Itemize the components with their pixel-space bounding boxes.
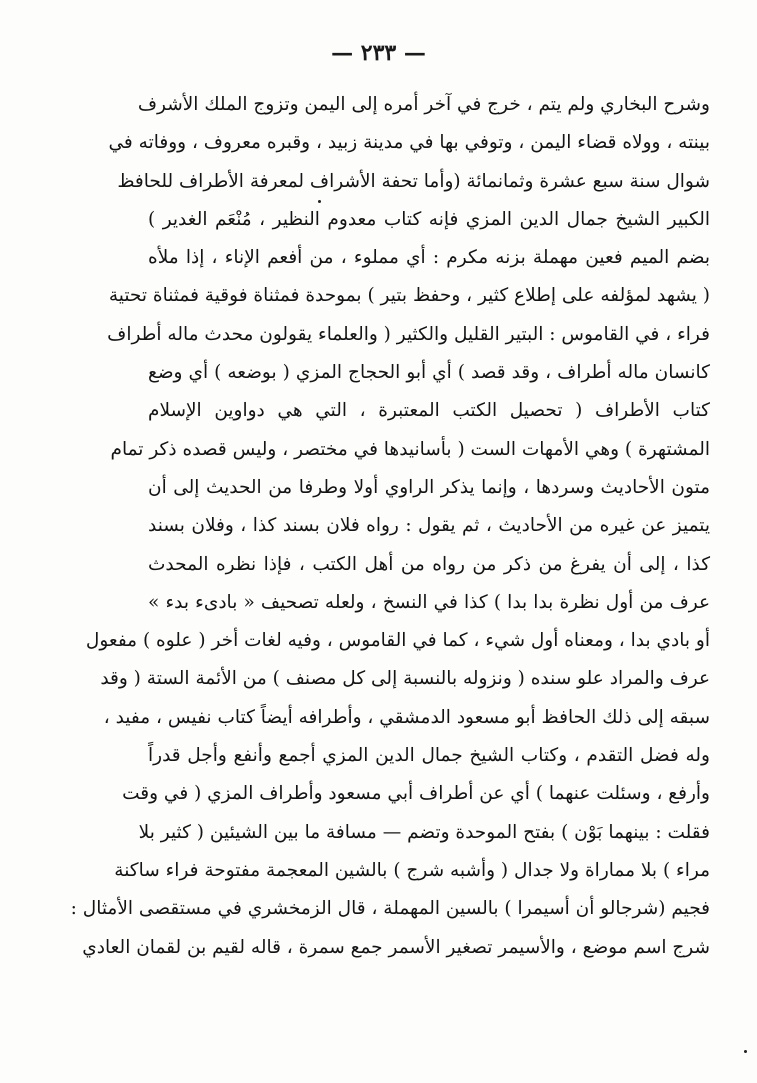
text-line: بينته ، وولاه قضاء اليمن ، وتوفي بها في مدينة زبيد ، وقبره معروف ، ووفاته في	[108, 132, 710, 154]
text-line: متون الأحاديث وسردها ، وإنما يذكر الراوي أولا وطرفا من الحديث إلى أن	[148, 476, 710, 498]
text-line: فجيم (شرجالو أن أسيمرا ) بالسين المهملة ، قال الزمخشري في مستقصى الأمثال :	[70, 898, 710, 920]
text-line: الكبير الشيخ جمال الدين المزي فإنه كتاب معدوم النظير ، مُنْعَم الغدير )	[148, 208, 710, 230]
text-line: كانسان ماله أطراف ، وقد قصد ) أي أبو الحجاج المزي ( بوضعه ) أي وضع	[148, 362, 710, 384]
text-line: مراء ) بلا مماراة ولا جدال ( وأشبه شرج ) بالشين المعجمة مفتوحة فراء ساكنة	[114, 859, 710, 881]
text-line: عرف من أول نظرة بدا بدا ) كذا في النسخ ، ولعله تصحيف « بادىء بدء »	[148, 591, 710, 613]
scan-speck	[744, 1050, 747, 1053]
body-text	[70, 86, 710, 967]
text-line: كذا ، إلى أن يفرغ من ذكر من رواه من أهل الكتب ، فإذا نظره المحدث	[148, 553, 710, 575]
text-line: سبقه إلى ذلك الحافظ أبو مسعود الدمشقي ، وأطرافه أيضاً كتاب نفيس ، مفيد ،	[103, 706, 710, 728]
page-number: — ٢٣٣ —	[331, 40, 426, 66]
text-line: فقلت : بينهما بَوْن ) بفتح الموحدة وتضم — مسافة ما بين الشيئين ( كثير بلا	[138, 821, 710, 843]
text-line: المشتهرة ) وهي الأمهات الست ( بأسانيدها في مختصر ، وليس قصده ذكر تمام	[110, 438, 710, 460]
text-line: وأرفع ، وسئلت عنهما ) أي عن أطراف أبي مسعود وأطراف المزي ( في وقت	[122, 783, 710, 805]
text-line: ( يشهد لمؤلفه على إطلاع كثير ، وحفظ بتير ) بموحدة فمثناة فوقية فمثناة تحتية	[108, 285, 710, 307]
text-line: عرف والمراد علو سنده ( ونزوله بالنسبة إلى كل مصنف ) من الأئمة الستة ( وقد	[100, 668, 710, 690]
text-line: أو بادي بدا ، ومعناه أول شيء ، كما في القاموس ، وفيه لغات أخر ( علوه ) مفعول	[85, 630, 710, 652]
text-line: وله فضل التقدم ، وكتاب الشيخ جمال الدين المزي أجمع وأنفع وأجل قدراً	[148, 745, 710, 767]
text-line: فراء ، في القاموس : البتير القليل والكثير ( والعلماء يقولون محدث ماله أطراف	[107, 323, 710, 345]
text-line: وشرح البخاري ولم يتم ، خرج في آخر أمره إلى اليمن وتزوج الملك الأشرف	[137, 94, 710, 115]
text-line: يتميز عن غيره من الأحاديث ، ثم يقول : رواه فلان بسند كذا ، وفلان بسند	[148, 515, 710, 537]
text-line: شوال سنة سبع عشرة وثمانمائة (وأما تحفة الأشراف لمعرفة الأطراف للحافظ	[117, 170, 710, 192]
text-line: كتاب الأطراف ( تحصيل الكتب المعتبرة ، التي هي دواوين الإسلام	[148, 400, 710, 422]
text-line: شرج اسم موضع ، والأسيمر تصغير الأسمر جمع سمرة ، قاله لقيم بن لقمان العادي	[82, 936, 710, 958]
scan-speck	[318, 200, 321, 203]
text-line: بضم الميم فعين مهملة بزنه مكرم : أي مملوء ، من أفعم الإناء ، إذا ملأه	[148, 247, 710, 269]
